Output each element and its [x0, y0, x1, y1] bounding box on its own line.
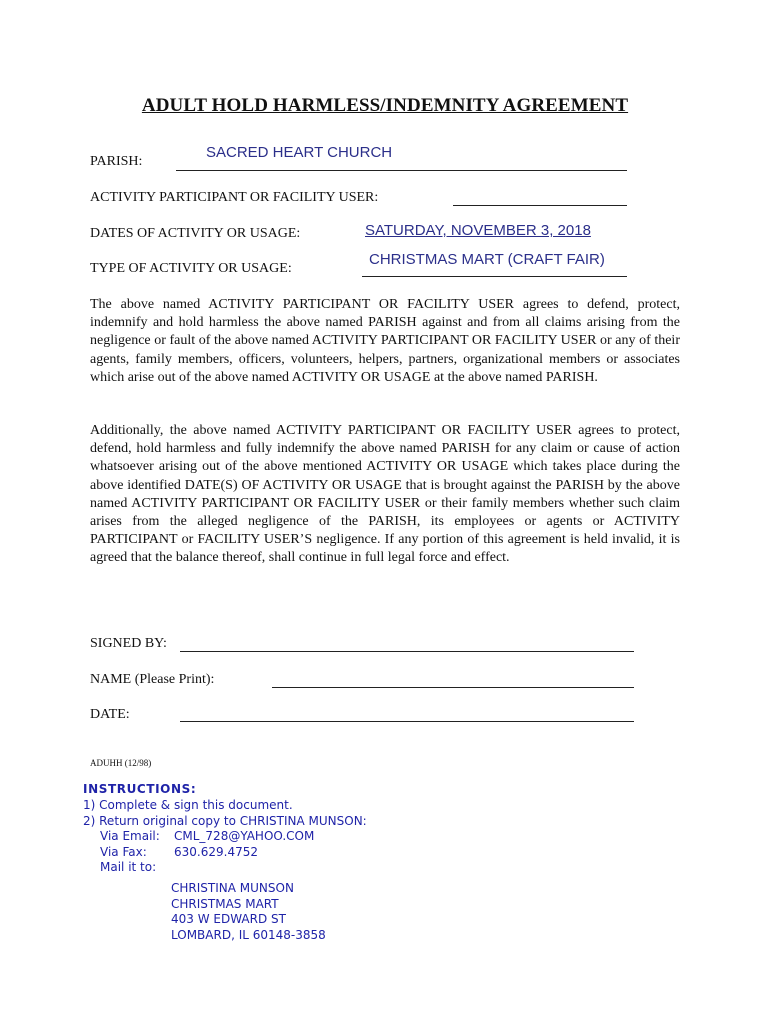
- date-line[interactable]: [180, 721, 634, 722]
- fax-label: Via Fax:: [100, 845, 147, 859]
- instruction-step-2: 2) Return original copy to CHRISTINA MUNSON:: [83, 814, 367, 828]
- signed-by-label: SIGNED BY:: [90, 636, 167, 651]
- email-label: Via Email:: [100, 829, 160, 843]
- parish-label: PARISH:: [90, 154, 143, 169]
- address-line-3: 403 W EDWARD ST: [171, 912, 286, 926]
- dates-label: DATES OF ACTIVITY OR USAGE:: [90, 226, 301, 241]
- address-line-4: LOMBARD, IL 60148-3858: [171, 928, 326, 942]
- type-line[interactable]: [362, 276, 627, 277]
- fax-value: 630.629.4752: [174, 845, 258, 859]
- address-line-2: CHRISTMAS MART: [171, 897, 279, 911]
- mail-label: Mail it to:: [100, 860, 157, 874]
- dates-value[interactable]: SATURDAY, NOVEMBER 3, 2018: [365, 222, 591, 239]
- type-value: CHRISTMAS MART (CRAFT FAIR): [369, 251, 605, 268]
- participant-label: ACTIVITY PARTICIPANT OR FACILITY USER:: [90, 190, 379, 205]
- name-line[interactable]: [272, 687, 634, 688]
- parish-line[interactable]: [176, 170, 627, 171]
- agreement-paragraph-1: The above named ACTIVITY PARTICIPANT OR FACILITY USER agrees to defend, protect, indemnify and hold harmless the above named PARISH against and from all claims arising from the negligence or fault of the above named ACTIVITY PARTICIPANT OR FACILITY USER or any of their agents, family members, officers, volunteers, helpers, partners, organizational members or associates which arise out of the above named ACTIVITY OR USAGE at the above named PARISH.: [90, 297, 680, 385]
- form-code: ADUHH (12/98): [90, 758, 152, 768]
- document-title: ADULT HOLD HARMLESS/INDEMNITY AGREEMENT: [141, 95, 629, 116]
- agreement-paragraph-2: Additionally, the above named ACTIVITY PARTICIPANT OR FACILITY USER agrees to protect, defend, hold harmless and fully indemnify the above named PARISH for any claim or cause of action whatsoever arising out of the above mentioned ACTIVITY OR USAGE which takes place during the above identified DATE(S) OF ACTIVITY OR USAGE that is brought against the PARISH by the above named ACTIVITY PARTICIPANT OR FACILITY USER or their family members whether such claim arises from the alleged negligence of the PARISH, its employees or agents or ACTIVITY PARTICIPANT or FACILITY USER’S negligence. If any portion of this agreement is held invalid, it is agreed that the balance thereof, shall continue in full legal force and effect.: [90, 423, 680, 566]
- participant-line[interactable]: [453, 205, 627, 206]
- email-value[interactable]: CML_728@YAHOO.COM: [174, 829, 315, 843]
- type-label: TYPE OF ACTIVITY OR USAGE:: [90, 261, 292, 276]
- instructions-heading: INSTRUCTIONS:: [83, 782, 197, 796]
- address-line-1: CHRISTINA MUNSON: [171, 881, 294, 895]
- name-label: NAME (Please Print):: [90, 672, 215, 687]
- instruction-step-1: 1) Complete & sign this document.: [83, 798, 293, 812]
- date-label: DATE:: [90, 707, 130, 722]
- signature-line[interactable]: [180, 651, 634, 652]
- parish-value: SACRED HEART CHURCH: [206, 144, 393, 161]
